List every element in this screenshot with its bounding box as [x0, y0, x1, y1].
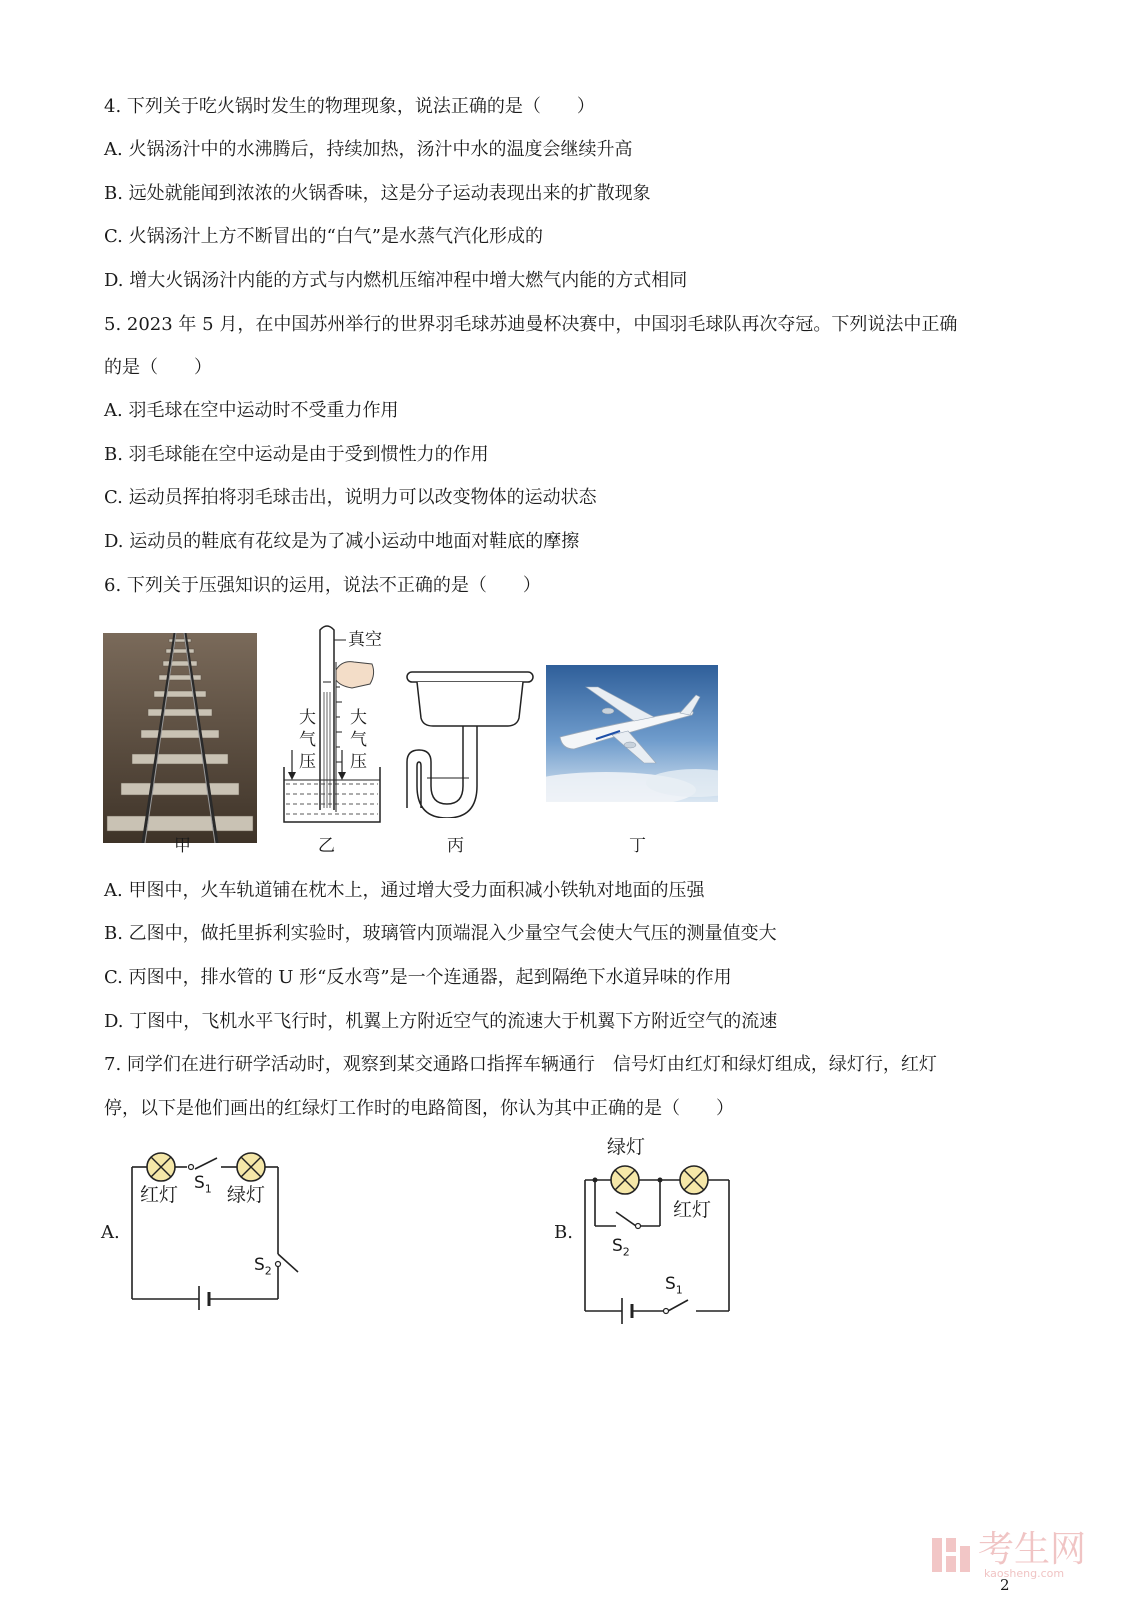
- watermark-url: kaosheng.com: [984, 1567, 1065, 1580]
- atm-right-1: 大: [350, 708, 367, 728]
- torricelli-apparatus: [280, 622, 390, 842]
- q4-option-a: A. 火锅汤汁中的水沸腾后，持续加热，汤汁中水的温度会继续升高: [104, 139, 633, 160]
- circuit-a-s2: $S_2$: [254, 1255, 272, 1278]
- q4-stem: 4. 下列关于吃火锅时发生的物理现象，说法正确的是（ ）: [104, 96, 595, 117]
- circuit-b-red-label: 红灯: [673, 1199, 712, 1221]
- q4-option-c: C. 火锅汤汁上方不断冒出的“白气”是水蒸气汽化形成的: [104, 226, 543, 247]
- q5-stem-line2: 的是（ ）: [104, 357, 212, 378]
- circuit-b-diagram: [578, 1160, 738, 1330]
- q5-option-a: A. 羽毛球在空中运动时不受重力作用: [104, 400, 399, 421]
- sink-u-trap: [405, 668, 535, 818]
- circuit-a-diagram: [125, 1150, 315, 1310]
- red-lamp-icon: [680, 1166, 708, 1194]
- atm-right-3: 压: [350, 752, 367, 772]
- circuit-b-s2: $S_2$: [612, 1236, 630, 1259]
- atm-left-3: 压: [299, 752, 316, 772]
- q7-stem-line2: 停，以下是他们画出的红绿灯工作时的电路简图，你认为其中正确的是（ ）: [104, 1098, 734, 1119]
- green-lamp-icon: [237, 1153, 265, 1181]
- caption-yi: 乙: [318, 836, 335, 856]
- vacuum-label: 真空: [348, 630, 382, 650]
- q6-option-b: B. 乙图中，做托里拆利实验时，玻璃管内顶端混入少量空气会使大气压的测量值变大: [104, 923, 777, 944]
- atm-right-2: 气: [350, 730, 367, 750]
- circuit-a-green-label: 绿灯: [227, 1184, 266, 1206]
- q4-option-b: B. 远处就能闻到浓浓的火锅香味，这是分子运动表现出来的扩散现象: [104, 183, 651, 204]
- circuit-a-label: A.: [101, 1222, 120, 1243]
- q5-option-c: C. 运动员挥拍将羽毛球击出，说明力可以改变物体的运动状态: [104, 487, 597, 508]
- airplane-photo: [546, 665, 718, 802]
- circuit-a-red-label: 红灯: [140, 1184, 179, 1206]
- atm-left-1: 大: [299, 708, 316, 728]
- q5-option-d: D. 运动员的鞋底有花纹是为了减小运动中地面对鞋底的摩擦: [104, 531, 580, 552]
- red-lamp-icon: [147, 1153, 175, 1181]
- caption-ding: 丁: [629, 836, 646, 856]
- kaosheng-logo-icon: [928, 1532, 974, 1578]
- green-lamp-icon: [611, 1166, 639, 1194]
- circuit-b-green-label: 绿灯: [607, 1136, 646, 1158]
- q6-option-a: A. 甲图中，火车轨道铺在枕木上，通过增大受力面积减小铁轨对地面的压强: [104, 880, 705, 901]
- q7-stem-line1: 7. 同学们在进行研学活动时，观察到某交通路口指挥车辆通行 信号灯由红灯和绿灯组成，绿灯行，红灯: [104, 1054, 937, 1075]
- q5-option-b: B. 羽毛球能在空中运动是由于受到惯性力的作用: [104, 444, 489, 465]
- q4-option-d: D. 增大火锅汤汁内能的方式与内燃机压缩冲程中增大燃气内能的方式相同: [104, 270, 688, 291]
- circuit-b-label: B.: [554, 1222, 573, 1243]
- page-number: 2: [1000, 1576, 1010, 1594]
- circuit-b-s1: $S_1$: [665, 1274, 683, 1297]
- q6-option-c: C. 丙图中，排水管的 U 形“反水弯”是一个连通器，起到隔绝下水道异味的作用: [104, 967, 732, 988]
- watermark-text: 考生网: [978, 1529, 1087, 1570]
- circuit-a-s1: $S_1$: [194, 1173, 212, 1196]
- caption-bing: 丙: [447, 836, 464, 856]
- q6-stem: 6. 下列关于压强知识的运用，说法不正确的是（ ）: [104, 575, 541, 596]
- q6-option-d: D. 丁图中，飞机水平飞行时，机翼上方附近空气的流速大于机翼下方附近空气的流速: [104, 1011, 778, 1032]
- railway-track-image: [103, 633, 257, 843]
- atm-left-2: 气: [299, 730, 316, 750]
- caption-jia: 甲: [174, 836, 191, 856]
- q5-stem-line1: 5. 2023 年 5 月，在中国苏州举行的世界羽毛球苏迪曼杯决赛中，中国羽毛球队再次夺冠。下列说法中正确: [104, 314, 958, 335]
